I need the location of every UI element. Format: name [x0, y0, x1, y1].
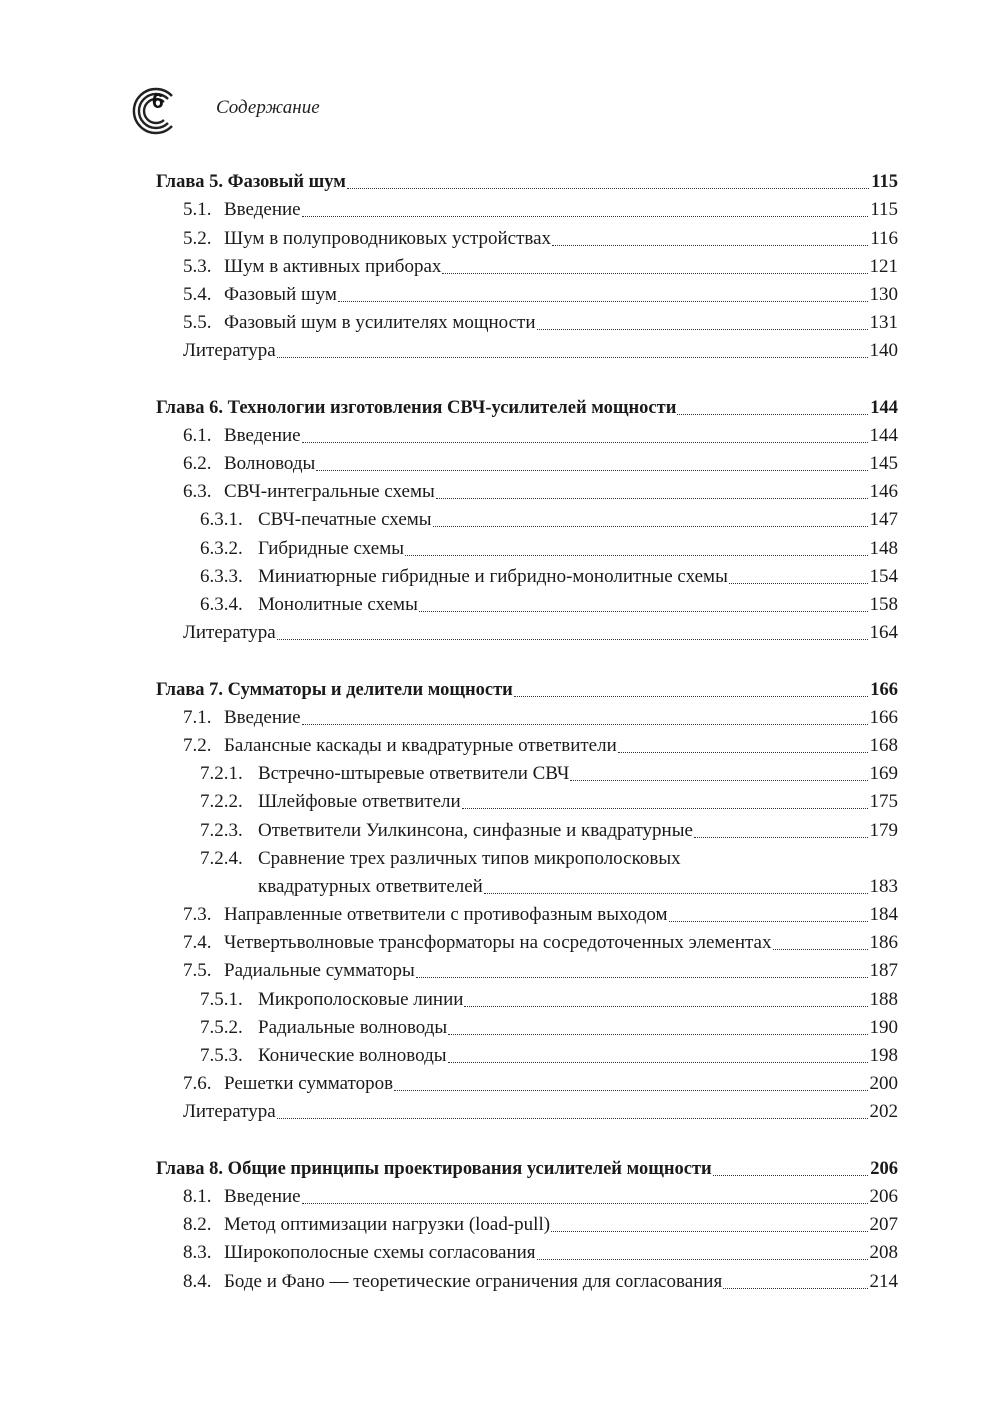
dot-leader — [277, 639, 868, 640]
toc-entry[interactable] — [156, 702, 898, 730]
toc-references[interactable] — [156, 1096, 898, 1124]
chapter-title: Глава 7. Сумматоры и делители мощности — [156, 679, 513, 700]
toc-entry[interactable] — [156, 1181, 898, 1209]
section-title: Введение — [224, 424, 301, 446]
section-title: Литература — [183, 340, 276, 362]
dot-leader — [723, 1288, 867, 1289]
dot-leader — [677, 414, 868, 415]
page-ref: 169 — [869, 763, 898, 785]
section-number: 6.3.3. — [200, 565, 243, 587]
section-title-continuation: квадратурных ответвителей — [258, 875, 483, 897]
page-ref: 148 — [869, 537, 898, 559]
dot-leader — [694, 837, 868, 838]
section-title: Микрополосковые линии — [258, 988, 464, 1010]
page-ref: 140 — [869, 340, 898, 362]
toc-chapter-7[interactable] — [156, 673, 898, 701]
section-number: 7.3. — [183, 904, 212, 926]
section-title: Конические волноводы — [258, 1045, 447, 1066]
dot-leader — [394, 1090, 867, 1091]
dot-leader — [302, 216, 869, 217]
section-number: 5.3. — [183, 255, 212, 277]
section-number: 7.4. — [183, 932, 212, 954]
page-ref: 115 — [870, 199, 898, 221]
dot-leader — [302, 1203, 868, 1204]
toc-entry[interactable] — [156, 730, 898, 758]
section-title: Четвертьволновые трансформаторы на сосредоточенных элементах — [224, 932, 772, 954]
page-ref: 145 — [869, 453, 898, 475]
page-ref: 166 — [870, 679, 898, 700]
toc-entry[interactable] — [156, 1209, 898, 1237]
section-number: 6.2. — [183, 453, 212, 475]
page-ref: 144 — [870, 397, 898, 418]
page-ref: 188 — [869, 988, 898, 1010]
toc-entry[interactable] — [156, 251, 898, 279]
toc-chapter-5[interactable] — [156, 166, 898, 194]
section-number: 7.5.1. — [200, 988, 243, 1010]
section-number: 6.1. — [183, 424, 212, 446]
page-header — [128, 86, 528, 136]
section-title: Фазовый шум — [224, 283, 337, 305]
dot-leader — [464, 1006, 867, 1007]
toc-chapter-6[interactable] — [156, 392, 898, 420]
section-number: 5.1. — [183, 199, 212, 221]
chapter-title: Глава 5. Фазовый шум — [156, 172, 346, 193]
dot-leader — [448, 1062, 868, 1063]
dot-leader — [316, 470, 867, 471]
toc-entry[interactable] — [156, 448, 898, 476]
page-ref: 115 — [871, 172, 898, 193]
toc-subentry[interactable] — [156, 983, 898, 1011]
section-title: Направленные ответвители с противофазным выходом — [224, 904, 668, 926]
section-number: 7.5.2. — [200, 1016, 243, 1038]
toc-entry[interactable] — [156, 1068, 898, 1096]
dot-leader — [551, 1231, 867, 1232]
dot-leader — [416, 977, 868, 978]
section-title: СВЧ-интегральные схемы — [224, 481, 435, 503]
section-number: 7.2.2. — [200, 791, 243, 813]
dot-leader — [618, 752, 868, 753]
toc-entry[interactable] — [156, 222, 898, 250]
section-title: Монолитные схемы — [258, 594, 418, 615]
dot-leader — [347, 188, 869, 189]
dot-leader — [277, 357, 868, 358]
page-ref: 198 — [869, 1045, 898, 1066]
page-ref: 130 — [869, 283, 898, 305]
section-title: Миниатюрные гибридные и гибридно-монолитные схемы — [258, 565, 728, 587]
section-title: Метод оптимизации нагрузки (load-pull) — [224, 1214, 551, 1236]
dot-leader — [729, 583, 868, 584]
toc-entry[interactable] — [156, 279, 898, 307]
dot-leader — [537, 1259, 868, 1260]
toc-subentry[interactable] — [156, 589, 898, 617]
page-ref: 206 — [870, 1158, 898, 1179]
section-title: Радиальные сумматоры — [224, 960, 415, 982]
section-number: 8.2. — [183, 1214, 212, 1236]
section-title: Сравнение трех различных типов микрополосковых — [258, 847, 681, 869]
page-ref: 158 — [869, 594, 898, 615]
section-number: 5.4. — [183, 283, 212, 305]
section-number: 7.2.4. — [200, 847, 243, 869]
toc-entry[interactable] — [156, 955, 898, 983]
page-ref: 184 — [869, 904, 898, 926]
section-number: 7.1. — [183, 706, 212, 728]
toc-entry[interactable] — [156, 1265, 898, 1293]
toc-entry[interactable] — [156, 420, 898, 448]
chapter-title: Глава 6. Технологии изготовления СВЧ-усилителей мощности — [156, 397, 677, 418]
section-number: 7.6. — [183, 1073, 212, 1095]
dot-leader — [433, 526, 868, 527]
toc-subentry[interactable] — [156, 561, 898, 589]
section-title: Боде и Фано — теоретические ограничения для согласования — [224, 1270, 723, 1292]
page-ref: 200 — [869, 1073, 898, 1095]
page-ref: 214 — [869, 1270, 898, 1292]
dot-leader — [484, 893, 868, 894]
section-number: 7.5. — [183, 960, 212, 982]
section-title: Шлейфовые ответвители — [258, 791, 461, 813]
page-ref: 208 — [869, 1242, 898, 1264]
section-title: Шум в активных приборах — [224, 255, 442, 277]
dot-leader — [462, 808, 868, 809]
section-title: Введение — [224, 199, 301, 221]
chapter-title: Глава 8. Общие принципы проектирования усилителей мощности — [156, 1158, 712, 1179]
toc-subentry-multiline[interactable] — [156, 843, 898, 871]
page-ref: 202 — [869, 1101, 898, 1123]
section-number: 7.2.3. — [200, 819, 243, 841]
page-ref: 186 — [869, 932, 898, 954]
section-number: 8.1. — [183, 1185, 212, 1207]
dot-leader — [436, 498, 868, 499]
page-ref: 154 — [869, 565, 898, 587]
toc-subentry[interactable] — [156, 1012, 898, 1040]
dot-leader — [448, 1034, 867, 1035]
page-ref: 144 — [869, 424, 898, 446]
page-ref: 187 — [869, 960, 898, 982]
section-title: Введение — [224, 1185, 301, 1207]
toc-entry[interactable] — [156, 476, 898, 504]
dot-leader — [537, 329, 868, 330]
section-number: 5.5. — [183, 312, 212, 334]
page-ref: 116 — [870, 227, 898, 249]
toc-subentry[interactable] — [156, 1040, 898, 1068]
dot-leader — [302, 442, 868, 443]
section-title: Ответвители Уилкинсона, синфазные и квадратурные — [258, 819, 693, 841]
toc-entry[interactable] — [156, 899, 898, 927]
toc-chapter-8[interactable] — [156, 1153, 898, 1181]
toc-entry[interactable] — [156, 927, 898, 955]
dot-leader — [773, 949, 868, 950]
section-number: 6.3.2. — [200, 537, 243, 559]
section-number: 6.3.1. — [200, 509, 243, 531]
dot-leader — [713, 1175, 869, 1176]
section-title: Волноводы — [224, 453, 316, 475]
toc-subentry[interactable] — [156, 814, 898, 842]
section-title: Шум в полупроводниковых устройствах — [224, 227, 552, 249]
page-ref: 121 — [869, 255, 898, 277]
section-number: 5.2. — [183, 227, 212, 249]
dot-leader — [669, 921, 868, 922]
section-title: Фазовый шум в усилителях мощности — [224, 312, 536, 334]
dot-leader — [338, 301, 868, 302]
section-number: 7.2. — [183, 734, 212, 756]
toc-subentry-continuation[interactable] — [156, 871, 898, 899]
section-title: СВЧ-печатные схемы — [258, 509, 432, 531]
section-title: Решетки сумматоров — [224, 1073, 394, 1095]
page-ref: 168 — [869, 734, 898, 756]
table-of-contents — [156, 166, 898, 1294]
dot-leader — [570, 780, 867, 781]
toc-entry[interactable] — [156, 194, 898, 222]
toc-entry[interactable] — [156, 1237, 898, 1265]
toc-subentry[interactable] — [156, 758, 898, 786]
running-title: Содержание — [216, 97, 320, 118]
page-ref: 206 — [869, 1185, 898, 1207]
page-ref: 146 — [869, 481, 898, 503]
dot-leader — [552, 245, 868, 246]
page-ref: 164 — [869, 622, 898, 644]
dot-leader — [302, 724, 868, 725]
section-title: Литература — [183, 622, 276, 644]
dot-leader — [514, 696, 868, 697]
toc-references[interactable] — [156, 335, 898, 363]
section-number: 7.2.1. — [200, 763, 243, 785]
dot-leader — [419, 611, 868, 612]
section-title: Широкополосные схемы согласования — [224, 1242, 536, 1264]
toc-subentry[interactable] — [156, 786, 898, 814]
section-title: Балансные каскады и квадратурные ответвители — [224, 734, 617, 756]
page-ref: 147 — [869, 509, 898, 531]
toc-references[interactable] — [156, 617, 898, 645]
page-ref: 175 — [869, 791, 898, 813]
page-ref: 166 — [869, 706, 898, 728]
section-number: 8.4. — [183, 1270, 212, 1292]
page-ref: 183 — [869, 875, 898, 897]
section-title: Встречно-штыревые ответвители СВЧ — [258, 763, 570, 785]
page-ref: 131 — [869, 312, 898, 334]
section-number: 8.3. — [183, 1242, 212, 1264]
dot-leader — [442, 273, 867, 274]
page-number: 6 — [152, 90, 164, 113]
section-number: 7.5.3. — [200, 1045, 243, 1066]
section-number: 6.3.4. — [200, 594, 243, 615]
dot-leader — [405, 555, 868, 556]
toc-subentry[interactable] — [156, 532, 898, 560]
page-ref: 190 — [869, 1016, 898, 1038]
section-number: 6.3. — [183, 481, 212, 503]
toc-entry[interactable] — [156, 307, 898, 335]
section-title: Литература — [183, 1101, 276, 1123]
section-title: Радиальные волноводы — [258, 1016, 448, 1038]
toc-subentry[interactable] — [156, 504, 898, 532]
dot-leader — [277, 1118, 868, 1119]
page-ref: 207 — [869, 1214, 898, 1236]
page-ref: 179 — [869, 819, 898, 841]
section-title: Гибридные схемы — [258, 537, 404, 559]
section-title: Введение — [224, 706, 301, 728]
